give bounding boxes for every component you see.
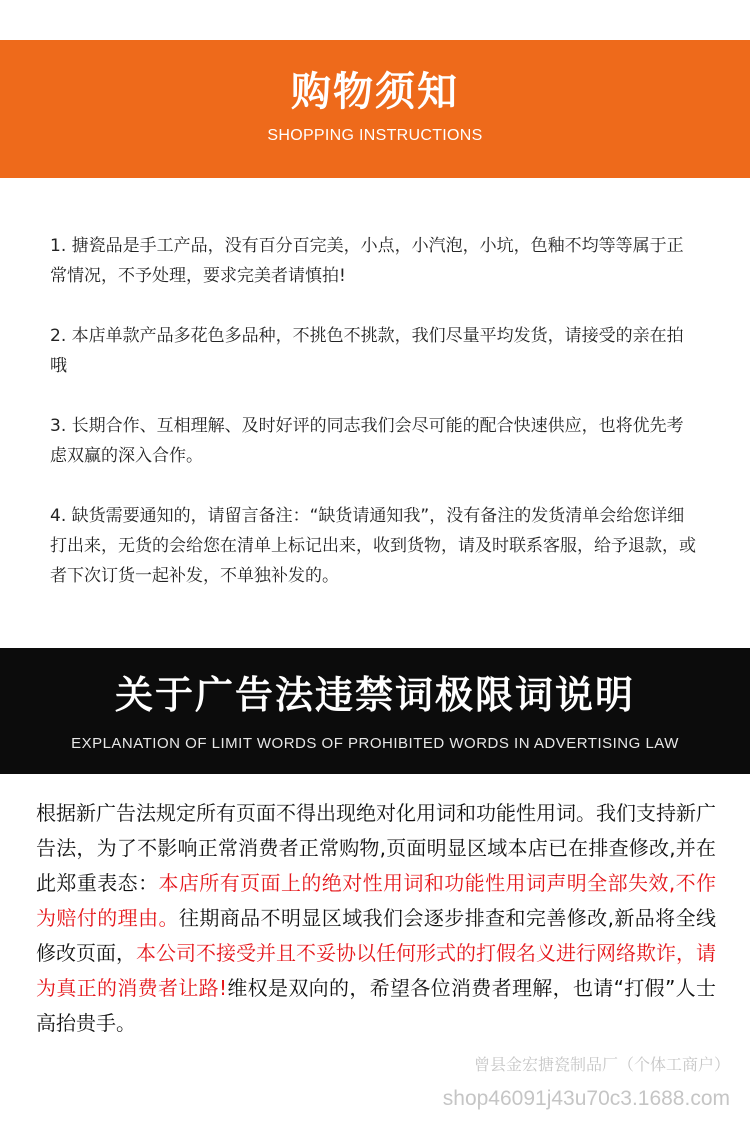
shopping-banner-subtitle: SHOPPING INSTRUCTIONS: [267, 127, 483, 144]
instruction-item-2: 2. 本店单款产品多花色多品种，不挑色不挑款，我们尽量平均发货，请接受的亲在拍哦: [50, 326, 684, 376]
instruction-item-4: 4. 缺货需要通知的，请留言备注：“缺货请通知我”，没有备注的发货清单会给您详细打出来，无货的会给您在清单上标记出来，收到货物，请及时联系客服，给予退款，或者下次订货一起补发，不单独补发的。: [50, 506, 696, 586]
shopping-instructions-banner: [0, 40, 750, 178]
law-text-part-3: 维权是双向的，希望各位消费者理解，也请“打假”人士高抬贵手。: [36, 976, 716, 1035]
instruction-item-3: 3. 长期合作、互相理解、及时好评的同志我们会尽可能的配合快速供应，也将优先考虑双赢的深入合作。: [50, 416, 684, 466]
law-text-red-2: 本公司不接受并且不妥协以任何形式的打假名义进行网络欺诈，请为真正的消费者让路!: [36, 941, 716, 1000]
law-text-part-1: 根据新广告法规定所有页面不得出现绝对化用词和功能性用词。我们支持新广告法，为了不影响正常消费者正常购物,页面明显区域本店已在排查修改,并在此郑重表态：: [36, 801, 716, 895]
law-text-red-1: 本店所有页面上的绝对性用词和功能性用词声明全部失效,不作为赔付的理由。: [36, 871, 717, 930]
watermark-shop-name: 曾县金宏搪瓷制品厂（个体工商户）: [473, 1057, 730, 1074]
advertising-law-statement: [0, 774, 750, 1041]
law-banner-title: 关于广告法违禁词极限词说明: [114, 672, 635, 717]
law-banner-subtitle: EXPLANATION OF LIMIT WORDS OF PROHIBITED WORDS IN ADVERTISING LAW: [71, 735, 679, 752]
instructions-list: [0, 178, 750, 648]
instruction-item-1: 1. 搪瓷品是手工产品，没有百分百完美，小点，小汽泡，小坑，色釉不均等等属于正常情况，不予处理，要求完美者请慎拍!: [50, 236, 684, 286]
top-spacer: [0, 0, 750, 40]
law-text-part-2: 往期商品不明显区域我们会逐步排查和完善修改,新品将全线修改页面，: [36, 906, 717, 965]
advertising-law-banner: [0, 648, 750, 774]
watermark-shop-url: shop46091j43u70c3.1688.com: [442, 1087, 730, 1110]
shopping-banner-title: 购物须知: [291, 69, 459, 115]
